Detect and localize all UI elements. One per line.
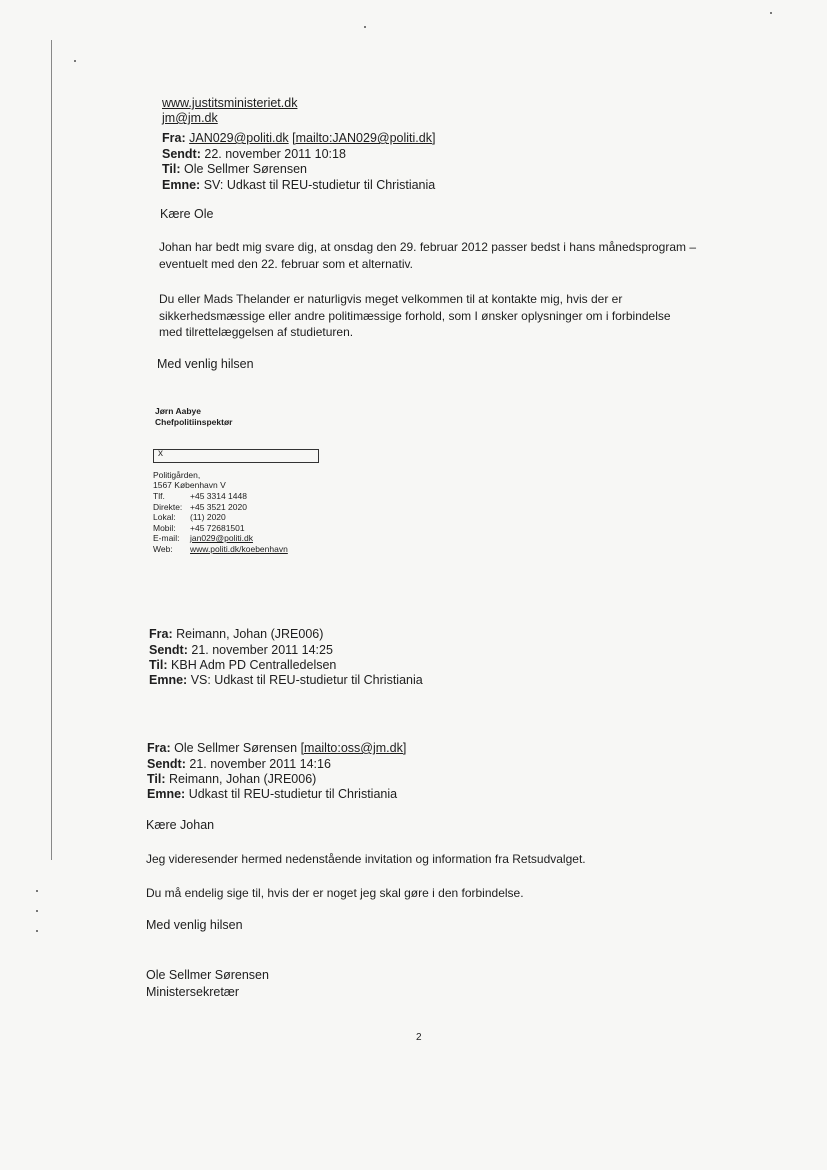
from-value: Ole Sellmer Sørensen [174,741,298,755]
email1-greeting: Kære Ole [160,207,214,221]
sent-value: 21. november 2011 14:25 [191,643,333,657]
scan-speck [36,910,38,912]
email3-from-line [147,741,406,756]
email1-paragraph2-line2: sikkerhedsmæssige eller andre politimæssige forhold, som I ønsker oplysninger om i forbindelse [159,309,671,323]
sent-value: 22. november 2011 10:18 [204,147,346,161]
to-label: Til: [147,772,166,786]
subject-value: VS: Udkast til REU-studietur til Christiania [190,673,423,687]
contact-value: +45 3521 2020 [190,501,247,512]
scan-speck [36,930,38,932]
email3-signature-name: Ole Sellmer Sørensen [146,968,269,982]
from-mailto-link[interactable]: [mailto:oss@jm.dk] [300,741,407,755]
from-email-link[interactable]: JAN029@politi.dk [189,131,289,145]
email2-from-line [149,627,323,642]
sent-label: Sendt: [149,643,188,657]
to-label: Til: [162,162,181,176]
contact-row [153,491,288,502]
email3-paragraph2: Du må endelig sige til, hvis der er noget jeg skal gøre i den forbindelse. [146,886,524,900]
contact-web-link[interactable]: www.politi.dk/koebenhavn [190,543,288,554]
email2-to-line [149,658,336,673]
subject-label: Emne: [149,673,188,687]
signature-name: Jørn Aabye [155,406,201,416]
subject-value: Udkast til REU-studietur til Christiania [188,787,398,801]
email2-sent-line [149,643,333,658]
sent-label: Sendt: [162,147,201,161]
website-link[interactable]: www.justitsministeriet.dk [162,96,298,110]
email1-subject-line [162,178,435,193]
scan-speck [74,60,76,62]
subject-label: Emne: [162,178,201,192]
contact-value: +45 3314 1448 [190,491,247,501]
contact-row [153,512,288,523]
email1-from-line [162,131,435,146]
scan-speck [770,12,772,14]
email1-paragraph1-line1: Johan har bedt mig svare dig, at onsdag den 29. februar 2012 passer bedst i hans månedsprogram – [159,240,697,254]
email3-closing: Med venlig hilsen [146,918,243,932]
contact-value: (11) 2020 [190,512,226,522]
sent-value: 21. november 2011 14:16 [189,757,331,771]
email1-paragraph1-line2: eventuelt med den 22. februar som et alternativ. [159,257,413,271]
contact-label: Lokal: [153,512,176,522]
contact-label: E-mail: [153,533,180,543]
contact-row [153,544,288,555]
email3-subject-line [147,787,397,802]
email3-signature-title: Ministersekretær [146,985,240,999]
from-label: Fra: [147,741,171,755]
email1-paragraph2-line3: med tilrettelæggelsen af studieturen. [159,325,354,339]
contact-row [153,502,288,513]
page-number: 2 [416,1032,422,1043]
contact-row [153,533,288,544]
signature-address-line1: Politigården, [153,470,201,480]
email1-closing: Med venlig hilsen [157,357,254,371]
email3-sent-line [147,757,331,772]
email3-greeting: Kære Johan [146,818,215,832]
signature-address-line2: 1567 København V [153,480,226,490]
to-value: KBH Adm PD Centralledelsen [171,658,337,672]
contact-value: +45 72681501 [190,522,245,533]
to-value: Ole Sellmer Sørensen [184,162,307,176]
scan-speck [364,26,366,28]
from-label: Fra: [162,131,186,145]
email1-sent-line [162,147,346,162]
scan-margin-line [51,40,52,860]
from-value: Reimann, Johan (JRE006) [176,627,324,641]
signature-contact-table [153,491,288,554]
broken-image-icon: x [158,448,163,459]
contact-label: Mobil: [153,522,176,533]
to-value: Reimann, Johan (JRE006) [169,772,317,786]
sent-label: Sendt: [147,757,186,771]
contact-label: Tlf. [153,491,165,501]
email2-subject-line [149,673,423,688]
from-mailto-link[interactable]: [mailto:JAN029@politi.dk] [292,131,436,145]
to-label: Til: [149,658,168,672]
contact-email-link[interactable]: jan029@politi.dk [190,533,253,543]
email3-to-line [147,772,316,787]
email1-paragraph2-line1: Du eller Mads Thelander er naturligvis meget velkommen til at kontakte mig, hvis der er [159,292,623,306]
email3-paragraph1: Jeg videresender hermed nedenstående invitation og information fra Retsudvalget. [146,852,586,866]
contact-row [153,523,288,534]
subject-label: Emne: [147,787,186,801]
scan-speck [36,890,38,892]
from-label: Fra: [149,627,173,641]
subject-value: SV: Udkast til REU-studietur til Christiania [203,178,436,192]
signature-title: Chefpolitiinspektør [155,417,233,427]
signature-image-placeholder [153,449,319,463]
contact-label: Direkte: [153,501,183,512]
contact-label: Web: [153,543,173,554]
email-link[interactable]: jm@jm.dk [162,111,218,125]
email1-to-line [162,162,307,177]
